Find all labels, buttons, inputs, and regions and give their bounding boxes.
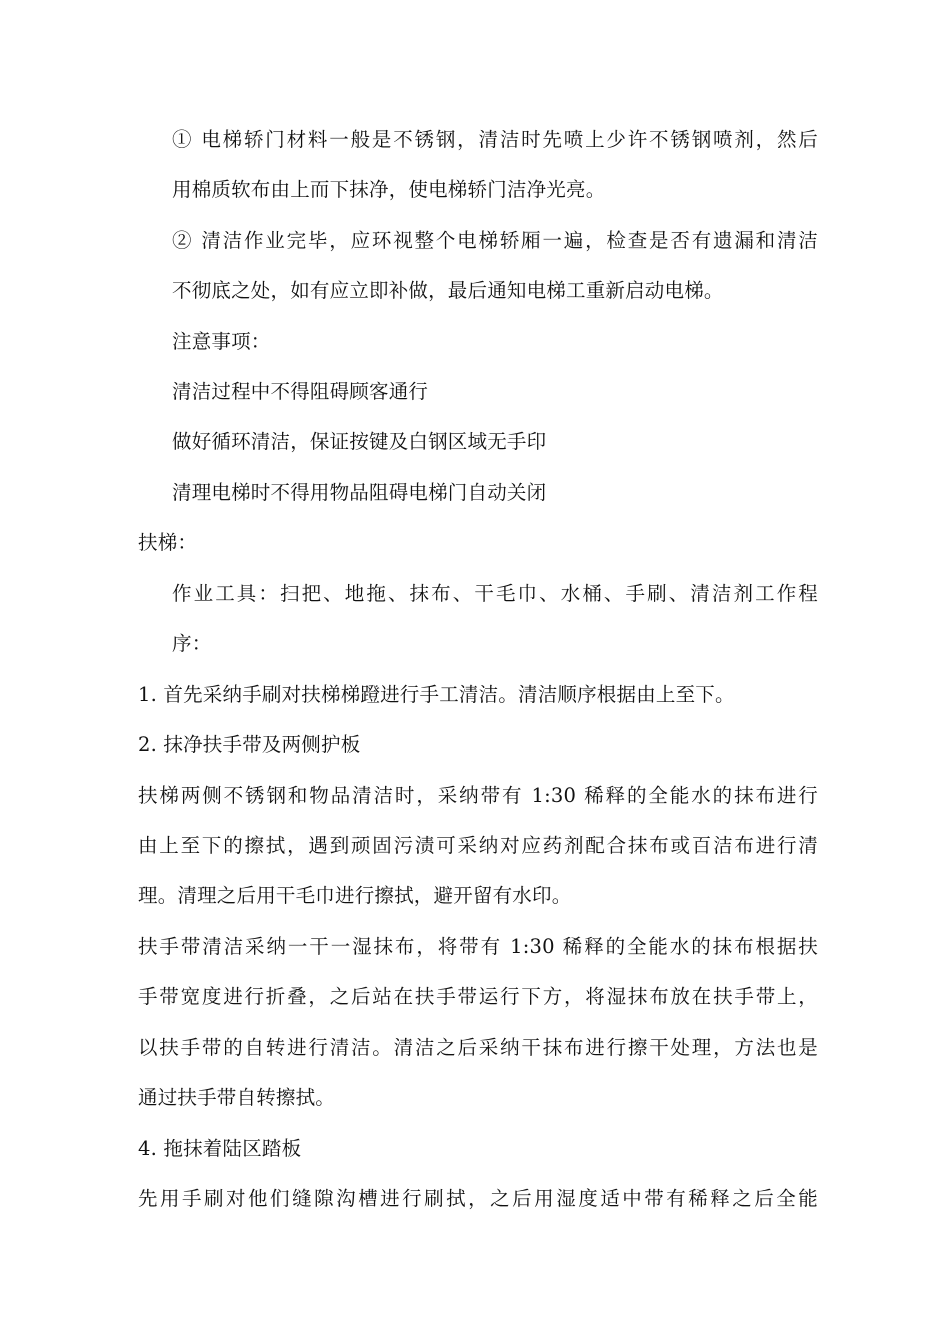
list-item: 2. 抹净扶手带及两侧护板 bbox=[138, 733, 361, 756]
paragraph-line: 手带宽度进行折叠，之后站在扶手带运行下方，将湿抹布放在扶手带上， bbox=[138, 985, 818, 1008]
list-item: 1. 首先采纳手刷对扶梯梯蹬进行手工清洁。清洁顺序根据由上至下。 bbox=[138, 683, 735, 706]
section-heading: 注意事项： bbox=[172, 330, 271, 353]
paragraph-line: ① 电梯轿门材料一般是不锈钢，清洁时先喷上少许不锈钢喷剂，然后 bbox=[172, 128, 818, 151]
paragraph-line: 理。清理之后用干毛巾进行擦拭，避开留有水印。 bbox=[138, 884, 572, 907]
paragraph-line: 作业工具：扫把、地拖、抹布、干毛巾、水桶、手刷、清洁剂工作程 bbox=[172, 582, 818, 605]
paragraph-line: 由上至下的擦拭，遇到顽固污渍可采纳对应药剂配合抹布或百洁布进行清 bbox=[138, 834, 818, 857]
paragraph-line: 以扶手带的自转进行清洁。清洁之后采纳干抹布进行擦干处理，方法也是 bbox=[138, 1036, 818, 1059]
paragraph-line: 扶梯两侧不锈钢和物品清洁时，采纳带有 1:30 稀释的全能水的抹布进行 bbox=[138, 784, 818, 807]
paragraph-line: 不彻底之处，如有应立即补做，最后通知电梯工重新启动电梯。 bbox=[172, 279, 724, 302]
paragraph-line: ② 清洁作业完毕，应环视整个电梯轿厢一遍，检查是否有遗漏和清洁 bbox=[172, 229, 818, 252]
paragraph-line: 通过扶手带自转擦拭。 bbox=[138, 1086, 336, 1109]
paragraph-line: 清洁过程中不得阻碍顾客通行 bbox=[172, 380, 429, 403]
paragraph-line: 用棉质软布由上而下抹净，使电梯轿门洁净光亮。 bbox=[172, 178, 606, 201]
section-heading: 扶梯： bbox=[138, 531, 198, 554]
paragraph-line: 序： bbox=[172, 632, 212, 655]
paragraph-line: 先用手刷对他们缝隙沟槽进行刷拭，之后用湿度适中带有稀释之后全能 bbox=[138, 1187, 818, 1210]
paragraph-line: 做好循环清洁，保证按键及白钢区域无手印 bbox=[172, 430, 547, 453]
list-item: 4. 拖抹着陆区踏板 bbox=[138, 1137, 302, 1160]
paragraph-line: 扶手带清洁采纳一干一湿抹布，将带有 1:30 稀释的全能水的抹布根据扶 bbox=[138, 935, 818, 958]
paragraph-line: 清理电梯时不得用物品阻碍电梯门自动关闭 bbox=[172, 481, 547, 504]
